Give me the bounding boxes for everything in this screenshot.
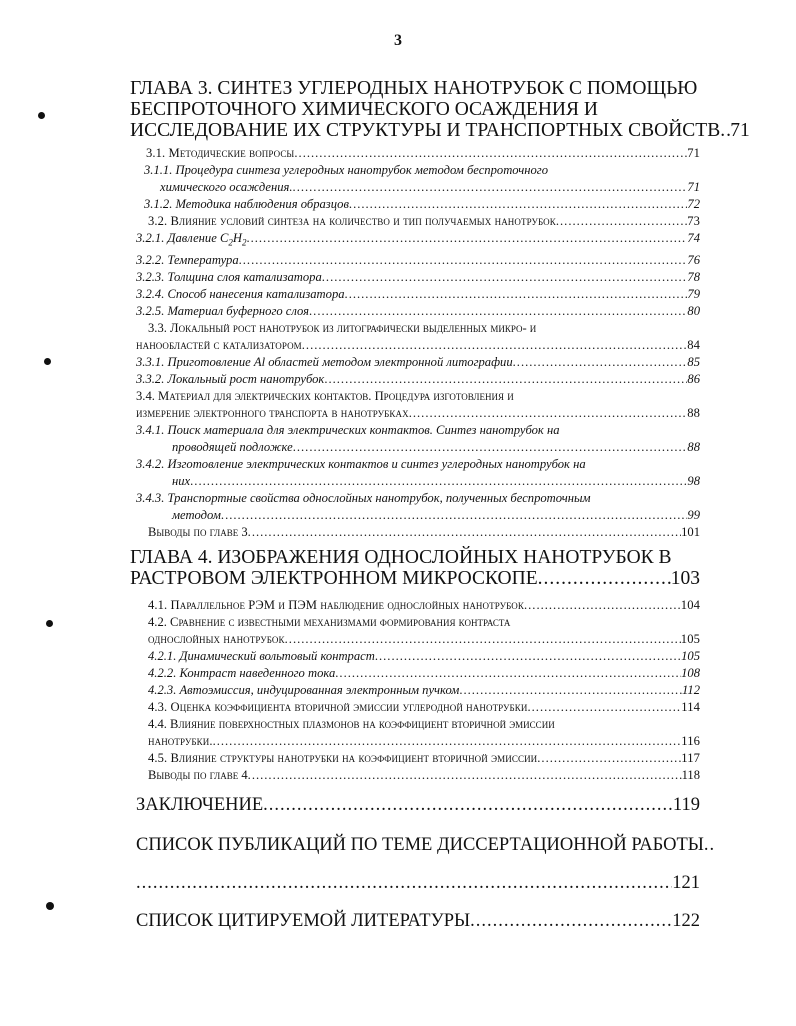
dot-leader [293,179,688,196]
page-number: 3 [394,32,402,49]
page-ref: 116 [681,733,700,748]
page-ref: 84 [687,337,700,352]
binder-hole-mark [44,358,51,365]
page-ref: 78 [687,269,700,284]
toc-entry[interactable]: нанотрубки. ..... 116 [130,733,700,750]
dot-leader [190,473,687,490]
dot-leader [248,524,681,541]
chapter-title-line: ИССЛЕДОВАНИЕ ИХ СТРУКТУРЫ И ТРАНСПОРТНЫХ СВОЙСТВ [130,120,721,141]
dot-leader [556,213,687,230]
chapter-3-sections [130,145,700,541]
page-ref: 71 [687,180,700,194]
dot-leader [528,699,682,716]
dot-leader [513,354,688,371]
page-ref: 114 [681,699,700,714]
chapter-title-line: ГЛАВА 3. СИНТЕЗ УГЛЕРОДНЫХ НАНОТРУБОК С ПОМОЩЬЮ [130,78,698,99]
toc-entry[interactable]: измерение электронного транспорта в нанотрубках ..... 88 [130,405,700,422]
chapter-4-sections [130,597,700,784]
page-ref: 86 [687,371,700,386]
toc-entry[interactable]: 3.2.3. Толщина слоя катализатора ..... 78 [130,269,700,286]
toc-entry[interactable]: 4.1. Параллельное РЭМ и ПЭМ наблюдение однослойных нанотрубок ..... 104 [130,597,700,614]
dot-leader [409,405,687,422]
dot-leader [221,507,687,524]
dot-leader [239,252,688,269]
chapter-title-line: РАСТРОВОМ ЭЛЕКТРОННОМ МИКРОСКОПЕ [130,567,538,589]
page-ref: 73 [687,214,700,228]
dot-leader [263,794,673,816]
chapter-3-heading[interactable] [130,78,750,141]
toc-entry-publications[interactable]: СПИСОК ПУБЛИКАЦИЙ ПО ТЕМЕ ДИССЕРТАЦИОННОЙ РАБОТЫ ..... [130,834,700,856]
dot-leader [213,733,682,750]
page-ref: 71 [687,146,700,160]
toc-entry[interactable]: 4.5. Влияние структуры нанотрубки на коэффициент вторичной эмиссии ..... 117 [130,750,700,767]
dot-leader [322,269,688,286]
binder-hole-mark [46,620,53,627]
page-ref: 80 [687,303,700,318]
toc-entry[interactable]: 3.2.5. Материал буферного слоя ..... 80 [130,303,700,320]
toc-entry[interactable]: 3.1.2. Методика наблюдения образцов ..... 72 [130,196,700,213]
dot-leader [349,196,687,213]
page-ref: 85 [687,354,700,369]
toc-entry[interactable]: 3.2.2. Температура ..... 76 [130,252,700,269]
toc-entry[interactable]: 4.2.2. Контраст наведенного тока ..... 108 [130,665,700,682]
page-ref: 105 [680,631,700,646]
toc-entry[interactable]: 4.2.1. Динамический вольтовый контраст ..... 105 [130,648,700,665]
toc-entry-line[interactable]: 3.4.2. Изготовление электрических контактов и синтез углеродных нанотрубок на [136,456,586,471]
toc-entry[interactable]: 3.2. Влияние условий синтеза на количество и тип получаемых нанотрубок ..... 73 [130,213,700,230]
dot-leader [720,120,730,141]
dot-leader [285,631,681,648]
page-ref: 119 [672,794,700,815]
toc-entry[interactable]: 3.3.1. Приготовление Al областей методом электронной литографии ..... 85 [130,354,700,371]
toc-entry[interactable]: химического осаждения. ..... 71 [130,179,700,196]
page-ref: 122 [672,910,700,931]
page-ref: 101 [681,524,700,539]
toc-entry-conclusion[interactable]: ЗАКЛЮЧЕНИЕ ..... 119 [130,794,700,816]
dot-leader [246,230,687,247]
page-ref: 112 [682,682,700,697]
toc-entry-line[interactable]: 4.4. Влияние поверхностных плазмонов на коэффициент вторичной эмиссии [148,716,555,731]
toc-entry-line[interactable]: 3.4.3. Транспортные свойства однослойных нанотрубок, полученных беспроточным [136,490,591,505]
toc-entry-line[interactable]: 3.4.1. Поиск материала для электрических контактов. Синтез нанотрубок на [136,422,560,437]
dot-leader [524,597,681,614]
dot-leader [324,371,687,388]
chapter-title-line: БЕСПРОТОЧНОГО ХИМИЧЕСКОГО ОСАЖДЕНИЯ И [130,99,598,120]
toc-entry-line[interactable]: 3.3. Локальный рост нанотрубок из литографически выделенных микро- и [148,320,537,335]
toc-entry-line[interactable]: 3.4. Материал для электрических контактов. Процедура изготовления и [136,388,514,403]
toc-entry[interactable]: 4.2.3. Автоэмиссия, индуцированная электронным пучком ..... 112 [130,682,700,699]
page-ref: 88 [687,405,700,420]
dot-leader [345,286,688,303]
toc-entry-line[interactable]: 4.2. Сравнение с известными механизмами формирования контраста [148,614,511,629]
toc-entry[interactable]: Выводы по главе 3 ..... 101 [130,524,700,541]
table-of-contents [130,78,750,932]
toc-entry[interactable]: 3.1. Методические вопросы ..... 71 [130,145,700,162]
toc-entry[interactable]: Выводы по главе 4 ..... 118 [130,767,700,784]
toc-entry[interactable]: однослойных нанотрубок ..... 105 [130,631,700,648]
dot-leader [302,337,687,354]
dot-leader [538,568,671,589]
page-ref: 108 [681,665,700,680]
dot-leader [248,767,682,784]
page-ref: 98 [687,473,700,488]
page-ref: 117 [681,750,700,765]
toc-entry-line[interactable]: 3.1.1. Процедура синтеза углеродных нанотрубок методом беспроточного [144,163,549,177]
dot-leader [704,834,714,856]
toc-entry-references[interactable]: СПИСОК ЦИТИРУЕМОЙ ЛИТЕРАТУРЫ ..... 122 [130,910,700,932]
toc-entry-publications-page[interactable] [130,872,700,894]
page-ref: 121 [672,872,700,893]
dot-leader [293,439,688,456]
page-ref: 71 [730,120,750,141]
page-ref: 74 [687,231,700,245]
page-ref: 76 [687,252,700,267]
toc-entry[interactable]: проводящей подложке ..... 88 [130,439,700,456]
page-ref: 118 [681,767,700,782]
toc-entry[interactable]: методом ..... 99 [130,507,700,524]
dot-leader [136,872,672,894]
dot-leader [294,145,687,162]
dot-leader [459,682,682,699]
chapter-title-line: ГЛАВА 4. ИЗОБРАЖЕНИЯ ОДНОСЛОЙНЫХ НАНОТРУБОК В [130,546,672,568]
dot-leader [375,648,681,665]
toc-entry[interactable]: 4.3. Оценка коэффициента вторичной эмиссии углеродной нанотрубки ..... 114 [130,699,700,716]
toc-entry[interactable]: 3.2.4. Способ нанесения катализатора ..... 79 [130,286,700,303]
dot-leader [335,665,681,682]
dot-leader [537,750,681,767]
binder-hole-mark [46,902,54,910]
page-ref: 88 [687,439,700,454]
toc-entry[interactable]: нанообластей с катализатором ..... 84 [130,337,700,354]
toc-entry[interactable]: них ..... 98 [130,473,700,490]
dot-leader [309,303,687,320]
binder-hole-mark [38,112,45,119]
page-ref: 104 [680,597,700,612]
page-ref: 103 [670,567,700,589]
toc-entry[interactable]: 3.3.2. Локальный рост нанотрубок ..... 86 [130,371,700,388]
toc-entry[interactable]: 3.2.1. Давление $C_2H_2$ ..... 74 [130,230,700,252]
page-ref: 72 [687,197,700,211]
chapter-4-heading[interactable] [130,547,700,589]
page-ref: 79 [687,286,700,301]
dot-leader [470,910,672,932]
page-ref: 99 [687,507,700,522]
page-ref: 105 [681,648,700,663]
